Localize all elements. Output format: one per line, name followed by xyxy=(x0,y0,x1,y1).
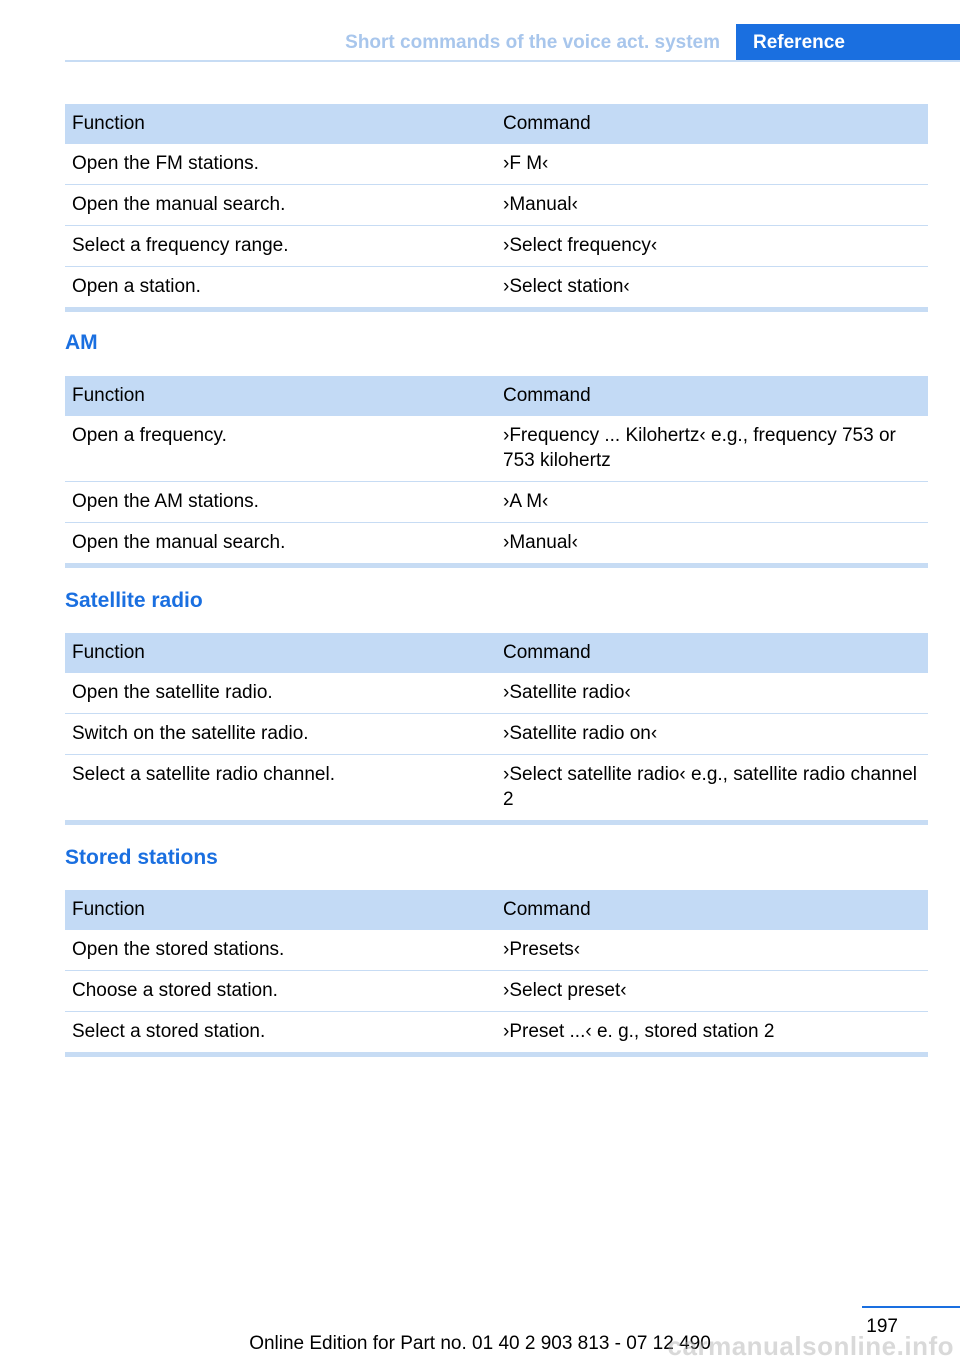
table-row xyxy=(65,1012,928,1052)
footer-edition-text: Online Edition for Part no. 01 40 2 903 813 - 07 12 490 xyxy=(249,1333,711,1354)
command-cell: ›Preset ...‹ e. g., stored station 2 xyxy=(503,1021,775,1042)
stored-stations-command-table xyxy=(65,890,928,1057)
column-header-command: Command xyxy=(503,385,591,406)
function-cell: Open the AM stations. xyxy=(72,491,259,512)
table-row xyxy=(65,755,928,820)
watermark: carmanualsonline.info xyxy=(667,1331,954,1361)
table-row xyxy=(65,226,928,267)
function-cell: Open a station. xyxy=(72,276,201,297)
column-header-function: Function xyxy=(72,113,145,134)
function-cell: Select a stored station. xyxy=(72,1021,266,1042)
command-cell: ›Select frequency‹ xyxy=(503,235,658,256)
column-header-command: Command xyxy=(503,899,591,920)
function-cell: Open the FM stations. xyxy=(72,153,259,174)
satellite-command-table xyxy=(65,633,928,825)
column-header-command: Command xyxy=(503,113,591,134)
function-cell: Select a satellite radio channel. xyxy=(72,764,335,785)
table-row xyxy=(65,673,928,714)
table-header-row xyxy=(65,633,928,673)
column-header-function: Function xyxy=(72,642,145,663)
function-cell: Choose a stored station. xyxy=(72,980,278,1001)
table-row xyxy=(65,523,928,563)
table-row xyxy=(65,185,928,226)
table-header-row xyxy=(65,104,928,144)
table-row xyxy=(65,416,928,482)
column-header-function: Function xyxy=(72,899,145,920)
table-header-row xyxy=(65,376,928,416)
function-cell: Select a frequency range. xyxy=(72,235,289,256)
command-cell: ›A M‹ xyxy=(503,491,549,512)
page-number-rule xyxy=(862,1306,960,1308)
command-cell: ›Manual‹ xyxy=(503,532,578,553)
command-cell: ›F M‹ xyxy=(503,153,549,174)
function-cell: Open the manual search. xyxy=(72,532,286,553)
fm-command-table xyxy=(65,104,928,312)
command-cell: ›Manual‹ xyxy=(503,194,578,215)
command-cell: ›Select preset‹ xyxy=(503,980,627,1001)
table-row xyxy=(65,714,928,755)
table-row xyxy=(65,267,928,307)
command-cell: ›Select station‹ xyxy=(503,276,630,297)
am-command-table xyxy=(65,376,928,568)
header-section-title: Short commands of the voice act. system xyxy=(345,32,720,53)
command-cell: ›Satellite radio‹ xyxy=(503,682,631,703)
command-cell: ›Select satellite radio‹ e.g., satellite radio channel 2 xyxy=(503,764,918,810)
page-number: 197 xyxy=(866,1316,898,1337)
function-cell: Open the manual search. xyxy=(72,194,286,215)
column-header-command: Command xyxy=(503,642,591,663)
table-header-row xyxy=(65,890,928,930)
section-heading-stored-stations: Stored stations xyxy=(65,846,218,869)
header-reference-tab: Reference xyxy=(736,24,960,62)
column-header-function: Function xyxy=(72,385,145,406)
command-cell: ›Frequency ... Kilohertz‹ e.g., frequency 753 or 753 kilohertz xyxy=(503,425,896,471)
function-cell: Switch on the satellite radio. xyxy=(72,723,309,744)
header-rule xyxy=(65,60,960,62)
function-cell: Open the stored stations. xyxy=(72,939,285,960)
table-row xyxy=(65,971,928,1012)
section-heading-am: AM xyxy=(65,331,98,354)
table-row xyxy=(65,144,928,185)
table-row xyxy=(65,930,928,971)
function-cell: Open the satellite radio. xyxy=(72,682,273,703)
command-cell: ›Satellite radio on‹ xyxy=(503,723,658,744)
function-cell: Open a frequency. xyxy=(72,425,227,446)
running-header xyxy=(65,24,960,62)
table-row xyxy=(65,482,928,523)
section-heading-satellite-radio: Satellite radio xyxy=(65,589,203,612)
command-cell: ›Presets‹ xyxy=(503,939,581,960)
